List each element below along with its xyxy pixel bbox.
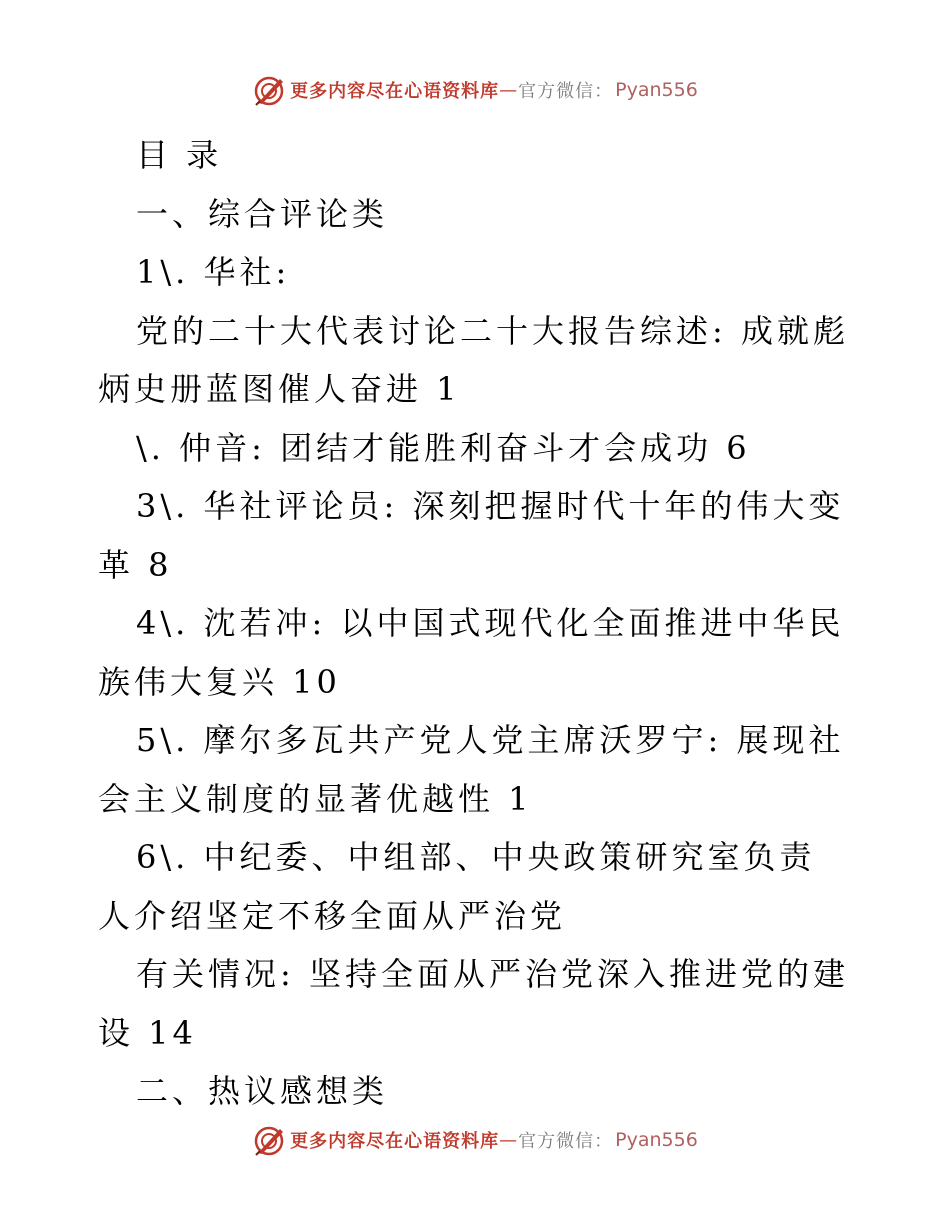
quill-pen-logo [252,73,286,107]
quill-pen-logo [252,1123,286,1157]
watermark-wechat-label: 官方微信： [518,1131,614,1152]
toc-entry: \. 仲音: 团结才能胜利奋斗才会成功 6 [136,428,751,467]
toc-entry: 党的二十大代表讨论二十大报告综述: 成就彪炳史册蓝图催人奋进 1 [98,311,849,408]
section-heading-1: 一、综合评论类 [136,194,389,233]
header-watermark [0,70,950,110]
toc-entry: 3\. 华社评论员: 深刻把握时代十年的伟大变革 8 [98,487,845,584]
watermark-dash: — [499,1129,519,1151]
toc-entry: 1\. 华社: [136,253,291,291]
watermark-wechat-handle: Pyan556 [615,79,698,101]
toc-entry: 5\. 摩尔多瓦共产党人党主席沃罗宁: 展现社会主义制度的显著优越性 1 [98,721,845,818]
toc-body [98,126,850,1121]
toc-title: 目 录 [136,136,223,174]
toc-entry: 有关情况: 坚持全面从严治党深入推进党的建设 14 [98,955,849,1052]
watermark-dash: — [499,79,519,101]
footer-watermark [0,1120,950,1160]
toc-entry: 4\. 沈若冲: 以中国式现代化全面推进中华民族伟大复兴 10 [98,604,845,701]
toc-entry: 6\. 中纪委、中组部、中央政策研究室负责人介绍坚定不移全面从严治党 [98,838,816,935]
watermark-wechat-label: 官方微信： [518,81,614,102]
section-heading-2: 二、热议感想类 [136,1072,389,1110]
watermark-main-text: 更多内容尽在心语资料库 [290,1131,500,1152]
watermark-main-text: 更多内容尽在心语资料库 [290,81,500,102]
watermark-wechat-handle: Pyan556 [615,1129,698,1151]
